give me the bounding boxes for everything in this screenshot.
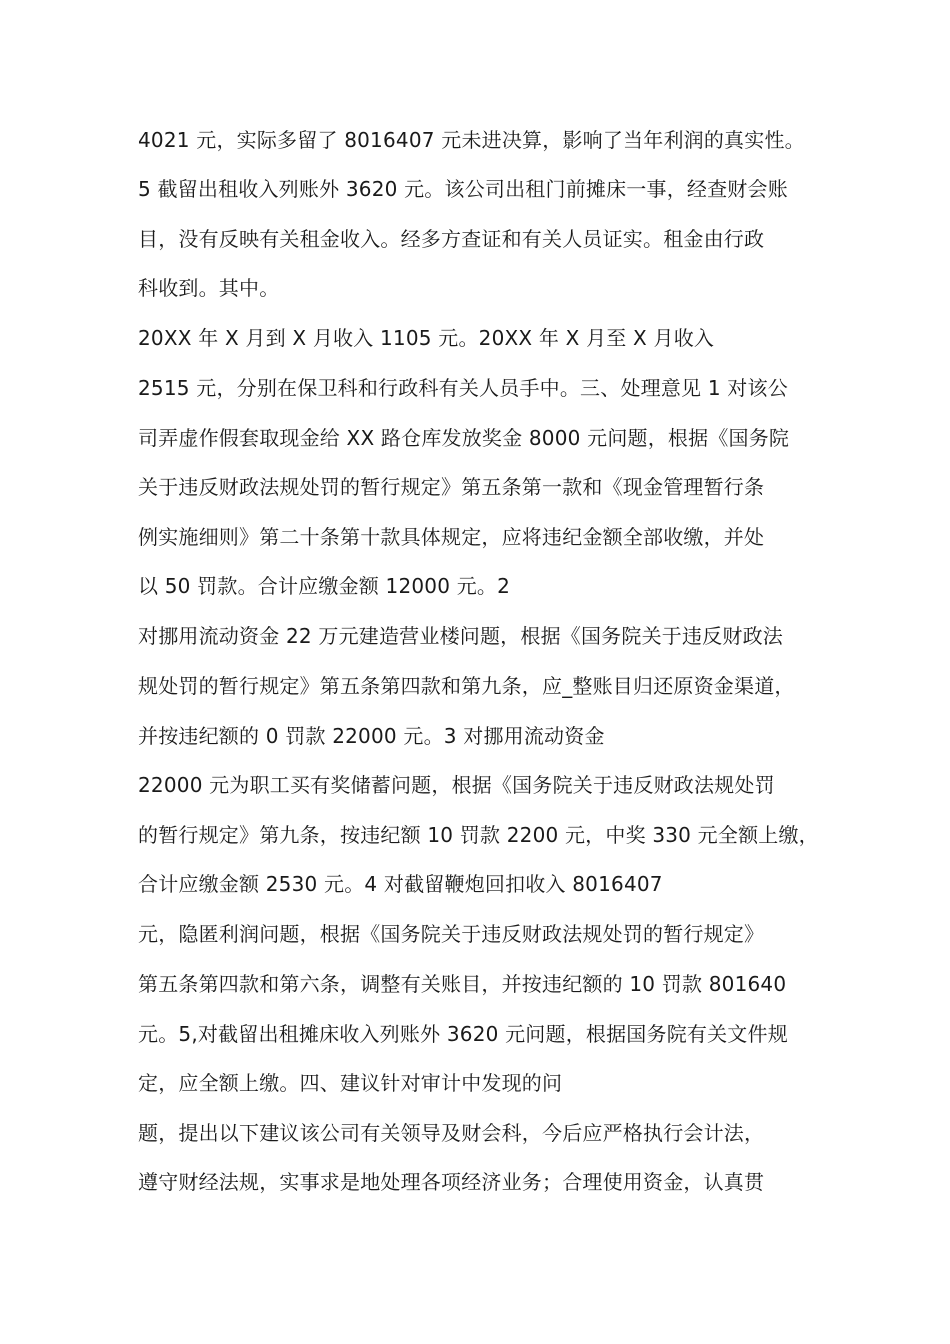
- text-line: 并按违纪额的 0 罚款 22000 元。3 对挪用流动资金: [138, 724, 605, 748]
- text-line: 定，应全额上缴。四、建议针对审计中发现的问: [138, 1071, 563, 1095]
- text-line: 题，提出以下建议该公司有关领导及财会科，今后应严格执行会计法，: [138, 1121, 765, 1145]
- text-line: 关于违反财政法规处罚的暂行规定》第五条第一款和《现金管理暂行条: [138, 475, 765, 499]
- text-line: 元，隐匿利润问题，根据《国务院关于违反财政法规处罚的暂行规定》: [138, 922, 765, 946]
- text-line: 遵守财经法规，实事求是地处理各项经济业务；合理使用资金，认真贯: [138, 1170, 765, 1194]
- text-line: 例实施细则》第二十条第十款具体规定，应将违纪金额全部收缴，并处: [138, 525, 765, 549]
- text-line: 5 截留出租收入列账外 3620 元。该公司出租门前摊床一事，经查财会账: [138, 177, 788, 201]
- text-line: 对挪用流动资金 22 万元建造营业楼问题，根据《国务院关于违反财政法: [138, 624, 783, 648]
- text-line: 目，没有反映有关租金收入。经多方查证和有关人员证实。租金由行政: [138, 227, 765, 251]
- text-line: 22000 元为职工买有奖储蓄问题，根据《国务院关于违反财政法规处罚: [138, 773, 775, 797]
- text-line: 规处罚的暂行规定》第五条第四款和第九条，应_整账目归还原资金渠道，: [138, 674, 795, 698]
- text-line: 以 50 罚款。合计应缴金额 12000 元。2: [138, 574, 511, 598]
- text-line: 合计应缴金额 2530 元。4 对截留鞭炮回扣收入 8016407: [138, 872, 663, 896]
- text-line: 2515 元，分别在保卫科和行政科有关人员手中。三、处理意见 1 对该公: [138, 376, 788, 400]
- text-line: 4021 元，实际多留了 8016407 元未进决算，影响了当年利润的真实性。: [138, 128, 805, 152]
- text-line: 20XX 年 X 月到 X 月收入 1105 元。20XX 年 X 月至 X 月收入: [138, 326, 715, 350]
- text-line: 科收到。其中。: [138, 276, 280, 300]
- text-line: 司弄虚作假套取现金给 XX 路仓库发放奖金 8000 元问题，根据《国务院: [138, 426, 790, 450]
- text-line: 第五条第四款和第六条，调整有关账目，并按违纪额的 10 罚款 801640: [138, 972, 787, 996]
- text-line: 的暂行规定》第九条，按违纪额 10 罚款 2200 元，中奖 330 元全额上缴，: [138, 823, 819, 847]
- text-line: 元。5,对截留出租摊床收入列账外 3620 元问题，根据国务院有关文件规: [138, 1022, 788, 1046]
